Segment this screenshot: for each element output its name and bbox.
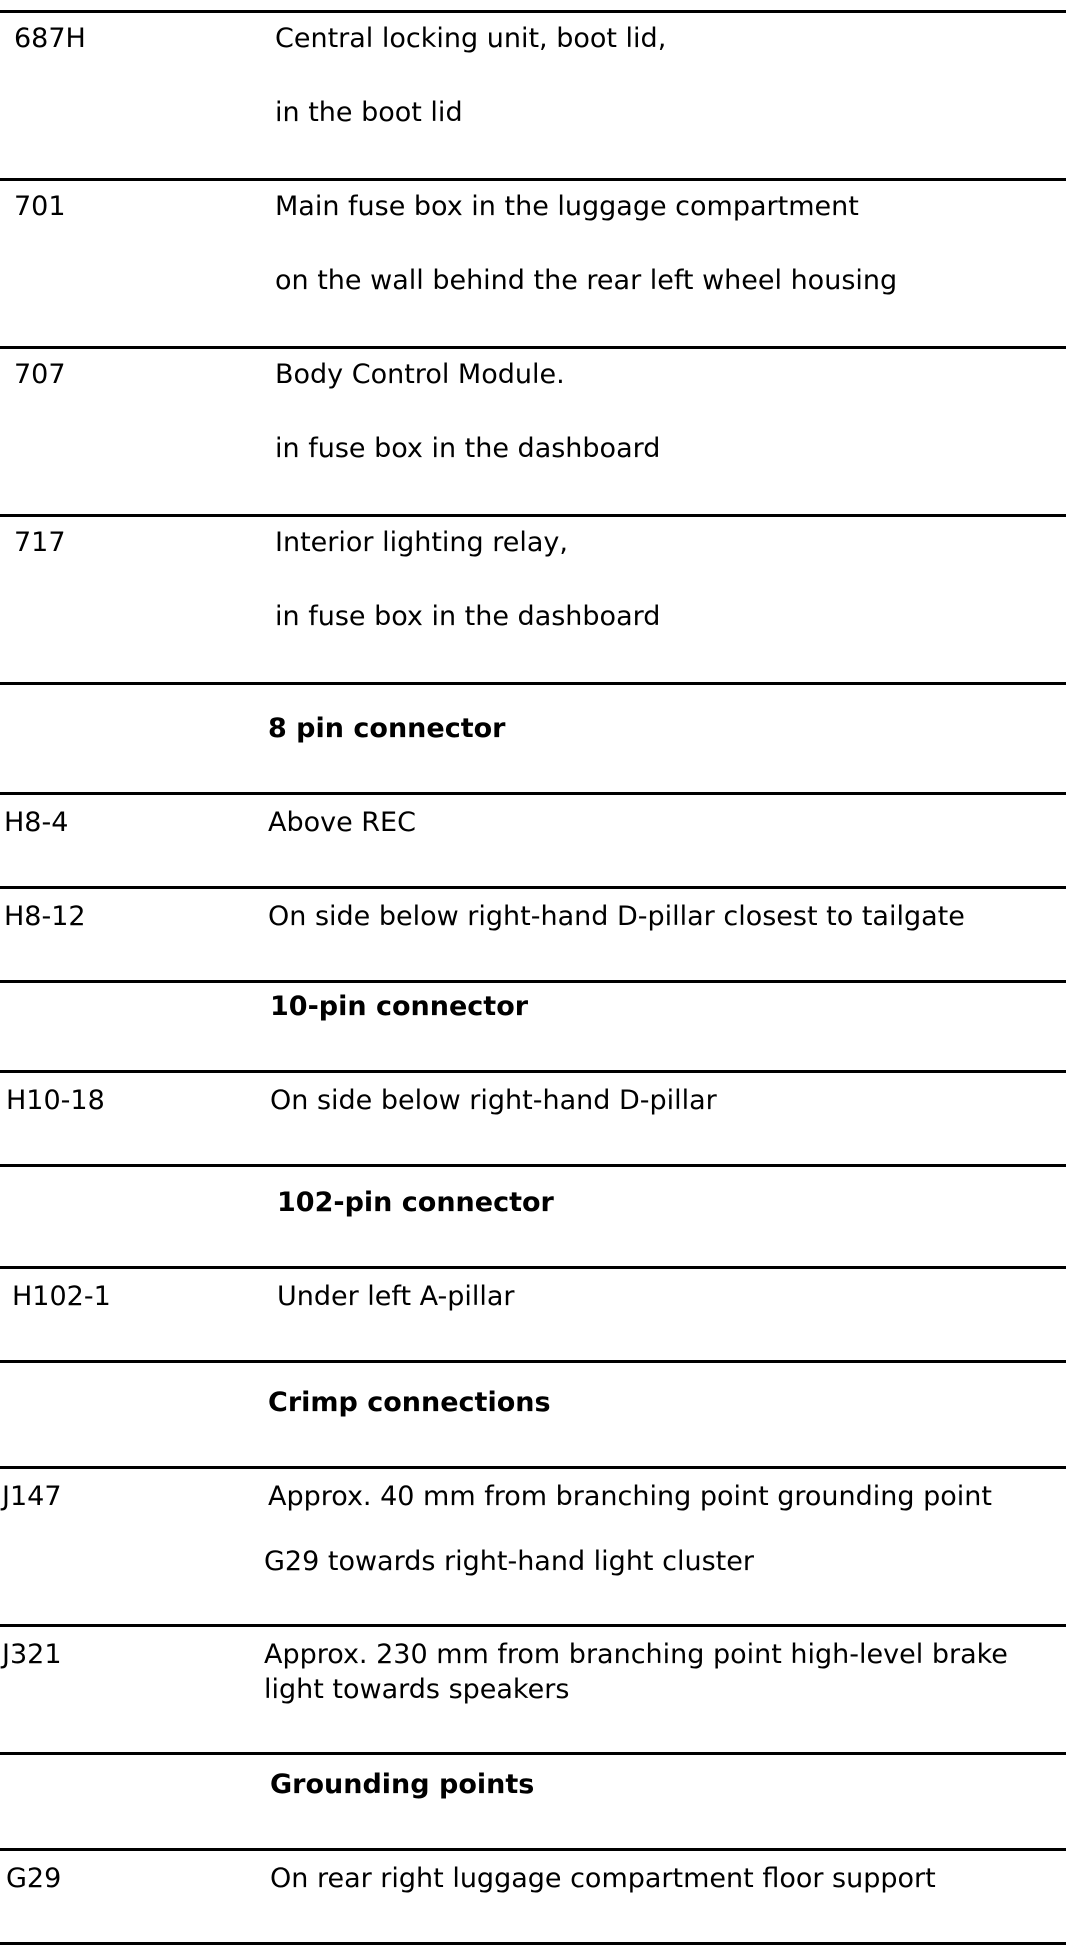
component-description: Body Control Module.: [275, 359, 565, 390]
component-description: Interior lighting relay,: [275, 527, 568, 558]
component-location: in the boot lid: [275, 97, 463, 128]
component-location: on the wall behind the rear left wheel housing: [275, 265, 898, 296]
crimp-location: light towards speakers: [264, 1674, 570, 1705]
table-divider: [0, 1266, 1066, 1269]
section-heading-10-pin: 10-pin connector: [270, 991, 529, 1022]
component-description: Central locking unit, boot lid,: [275, 23, 667, 54]
connector-location: Above REC: [268, 807, 416, 838]
table-divider: [0, 1942, 1066, 1945]
component-code: 687H: [14, 23, 86, 54]
table-divider: [0, 1360, 1066, 1363]
component-code: 707: [14, 359, 66, 390]
table-divider: [0, 1624, 1066, 1627]
table-divider: [0, 10, 1066, 13]
component-location: in fuse box in the dashboard: [275, 433, 661, 464]
crimp-location: Approx. 40 mm from branching point grounding point: [268, 1481, 992, 1512]
table-divider: [0, 1752, 1066, 1755]
table-divider: [0, 514, 1066, 517]
connector-location: On side below right-hand D-pillar closest to tailgate: [268, 901, 965, 932]
connector-code: H10-18: [6, 1085, 105, 1116]
component-location: in fuse box in the dashboard: [275, 601, 661, 632]
table-divider: [0, 346, 1066, 349]
crimp-location: G29 towards right-hand light cluster: [264, 1546, 754, 1577]
component-code: 701: [14, 191, 66, 222]
table-divider: [0, 1164, 1066, 1167]
component-code: 717: [14, 527, 66, 558]
connector-code: H102-1: [12, 1281, 111, 1312]
section-heading-102-pin: 102-pin connector: [277, 1187, 554, 1218]
crimp-code: J321: [2, 1639, 62, 1670]
table-divider: [0, 1070, 1066, 1073]
grounding-location: On rear right luggage compartment floor support: [270, 1863, 936, 1894]
component-description: Main fuse box in the luggage compartment: [275, 191, 859, 222]
table-divider: [0, 1848, 1066, 1851]
connector-code: H8-12: [4, 901, 86, 932]
table-divider: [0, 178, 1066, 181]
connector-location: On side below right-hand D-pillar: [270, 1085, 717, 1116]
section-heading-crimp: Crimp connections: [268, 1387, 551, 1418]
table-divider: [0, 1466, 1066, 1469]
table-divider: [0, 792, 1066, 795]
connector-location: Under left A-pillar: [277, 1281, 515, 1312]
section-heading-8-pin: 8 pin connector: [268, 713, 506, 744]
grounding-code: G29: [6, 1863, 62, 1894]
crimp-location: Approx. 230 mm from branching point high-level brake: [264, 1639, 1008, 1670]
crimp-code: J147: [2, 1481, 62, 1512]
table-divider: [0, 980, 1066, 983]
section-heading-grounding: Grounding points: [270, 1769, 535, 1800]
connector-code: H8-4: [4, 807, 69, 838]
table-divider: [0, 886, 1066, 889]
table-divider: [0, 682, 1066, 685]
